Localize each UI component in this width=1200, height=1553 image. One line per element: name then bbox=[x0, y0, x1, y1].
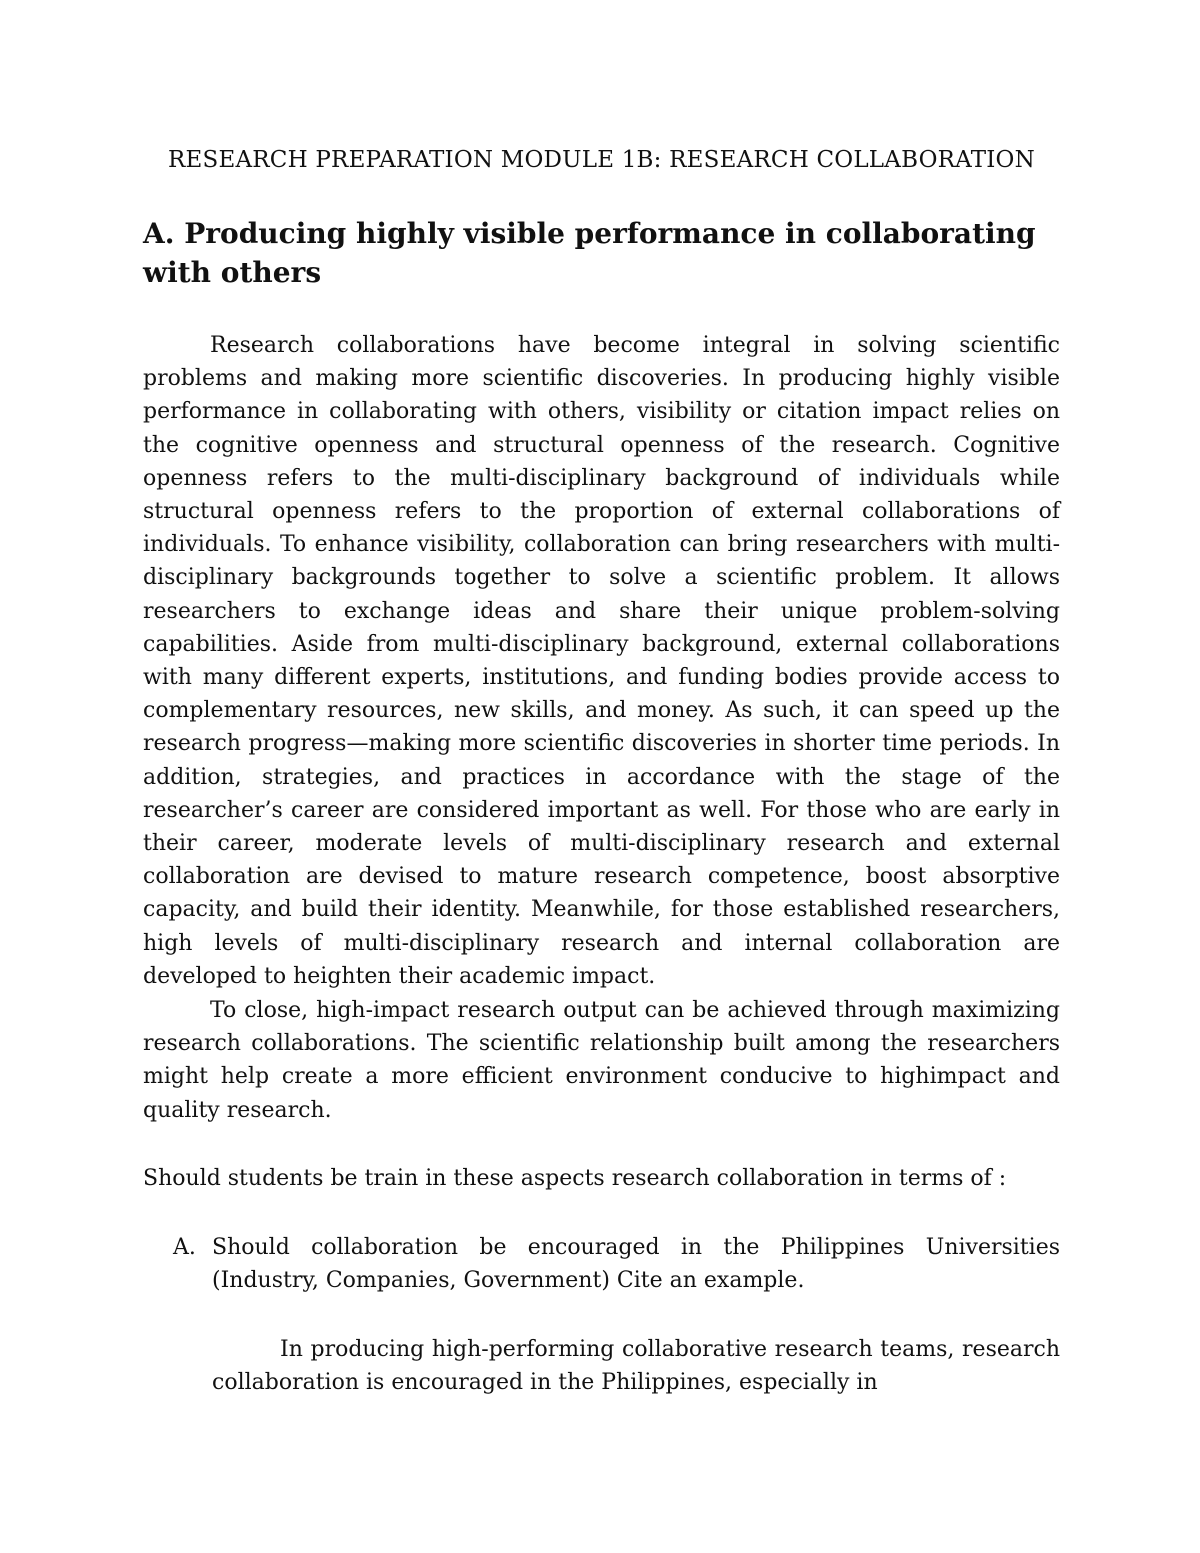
list-marker: A. bbox=[173, 1235, 196, 1260]
question-intro: Should students be train in these aspects research collaboration in terms of : bbox=[143, 1166, 1007, 1191]
section-heading: A. Producing highly visible performance in collaborating with others bbox=[143, 217, 1036, 289]
body-paragraph-1: Research collaborations have become integral in solving scientific problems and making more scientific discoveries. In producing highly visible performance in collaborating with others, visibility or citation impact relies on the cognitive openness and structural openness of the research. Cognitive openness refers to the multi-disciplinary background of individuals while structural openness refers to the proportion of external collaborations of individuals. To enhance visibility, collaboration can bring researchers with multi-disciplinary backgrounds together to solve a scientific problem. It allows researchers to exchange ideas and share their unique problem-solving capabilities. Aside from multi-disciplinary background, external collaborations with many different experts, institutions, and funding bodies provide access to complementary resources, new skills, and money. As such, it can speed up the research progress—making more scientific discoveries in shorter time periods. In addition, strategies, and practices in accordance with the stage of the researcher’s career are considered important as well. For those who are early in their career, moderate levels of multi-disciplinary research and external collaboration are devised to mature research competence, boost absorptive capacity, and build their identity. Meanwhile, for those established researchers, high levels of multi-disciplinary research and internal collaboration are developed to heighten their academic impact. bbox=[143, 333, 1060, 989]
answer-paragraph: In producing high-performing collaborative research teams, research collaboration is encouraged in the Philippines, especially in bbox=[212, 1337, 1060, 1396]
sub-question-text: Should collaboration be encouraged in the Philippines Universities (Industry, Companies, Government) Cite an example. bbox=[212, 1235, 1060, 1294]
sub-question-item bbox=[173, 1231, 1060, 1297]
body-paragraph-2: To close, high-impact research output can be achieved through maximizing research collaborations. The scientific relationship built among the researchers might help create a more efficient environment conducive to highimpact and quality research. bbox=[143, 998, 1060, 1123]
document-title: RESEARCH PREPARATION MODULE 1B: RESEARCH COLLABORATION bbox=[168, 147, 1035, 173]
